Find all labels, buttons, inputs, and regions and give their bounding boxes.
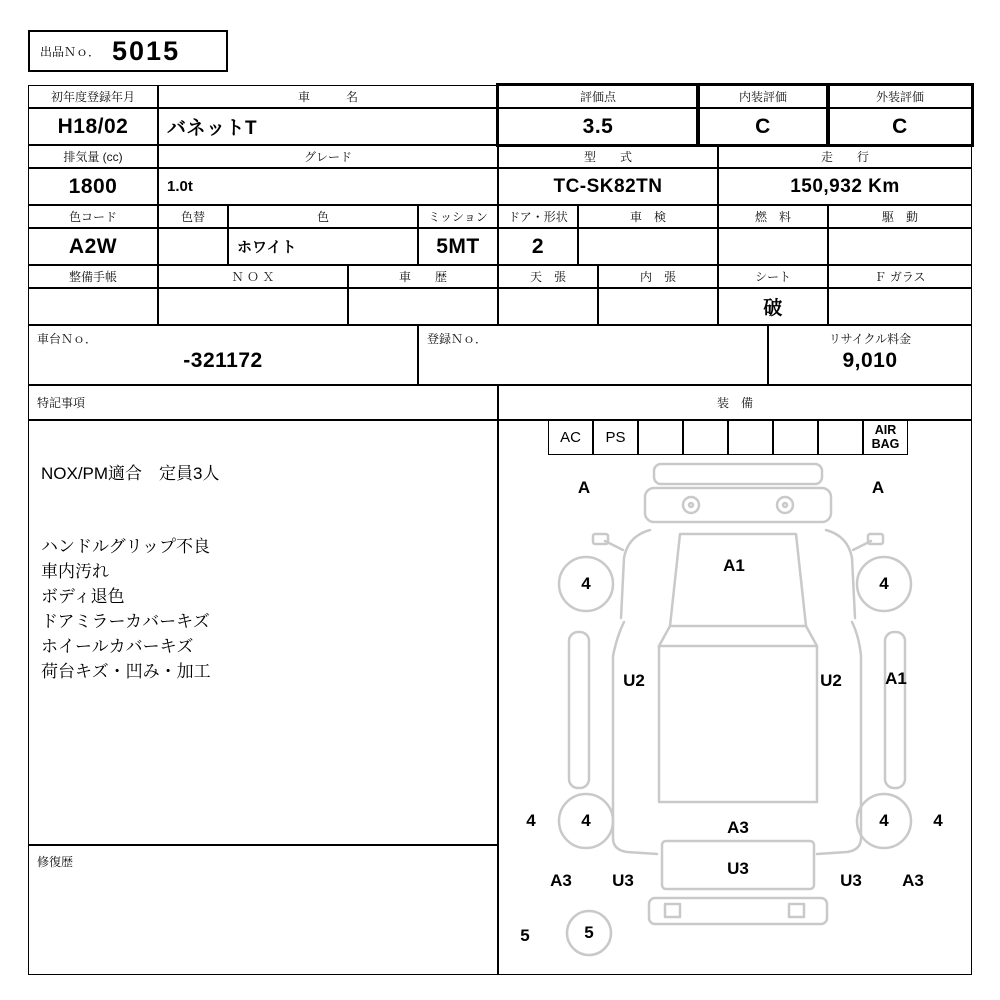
damage-mark: U2 [820,671,842,690]
special-notes-body [28,420,498,845]
repair-history-label: 修復歴 [37,855,74,869]
front-grille-outline [645,488,831,522]
color-value: ホワイト [228,228,418,265]
inspection-header: 車 検 [578,205,718,228]
inspection-value [578,228,718,265]
note-item: 荷台キズ・凹み・加工 [41,662,211,681]
transmission-header: ミッション [418,205,498,228]
displacement-value: 1800 [28,168,158,205]
exterior-grade-header: 外装評価 [828,85,972,108]
color-code-header: 色コード [28,205,158,228]
car-name-value: バネットT [158,108,498,145]
equipment-cell-7 [818,420,863,455]
equipment-cell-airbag [863,420,908,455]
color-code-value: A2W [28,228,158,265]
equipment-cell-6 [773,420,818,455]
damage-mark: A [871,478,885,497]
compliance-note: NOX/PM適合 定員3人 [41,464,220,483]
equipment-header: 装 備 [498,385,972,420]
color-header: 色 [228,205,418,228]
transmission-value: 5MT [418,228,498,265]
interior-grade-value: C [698,108,828,145]
note-item: ドアミラーカバーキズ [41,612,210,631]
fuel-header: 燃 料 [718,205,828,228]
note-item: 車内汚れ [41,562,109,581]
damage-mark: 5 [520,926,530,945]
grade-value: 1.0t [158,168,498,205]
note-item: ハンドルグリップ不良 [41,537,210,556]
recycle-fee-cell [768,325,972,385]
listing-number-box [28,30,228,72]
damage-mark: 5 [584,923,594,942]
note-item: ホイールカバーキズ [41,637,194,656]
damage-mark: A [577,478,591,497]
note-item-list [41,534,211,684]
score-value: 3.5 [498,108,698,145]
car-name-header: 車 名 [158,85,498,108]
damage-mark: A1 [885,669,907,688]
damage-mark: A3 [550,871,572,890]
listing-number-value: 5015 [112,35,181,66]
equipment-cell-ps: PS [593,420,638,455]
model-code-value: TC-SK82TN [498,168,718,205]
first-registration-value: H18/02 [28,108,158,145]
nox-header: Ｎ Ｏ Ｘ [158,265,348,288]
damage-mark: A1 [723,556,745,575]
displacement-header: 排気量 (cc) [28,145,158,168]
special-notes-header: 特記事項 [28,385,498,420]
rear-bumper-outline [649,898,827,924]
damage-mark: 4 [933,811,943,830]
damage-mark: U2 [623,671,645,690]
front-glass-header: Ｆ ガラス [828,265,972,288]
chassis-number-value: -321172 [183,349,263,372]
service-book-value [28,288,158,325]
equipment-cell-5 [728,420,773,455]
cargo-bed-outline [659,646,817,802]
vehicle-top-view-sketch [499,456,972,975]
drive-header: 駆 動 [828,205,972,228]
damage-mark: A3 [902,871,924,890]
doors-header: ドア・形状 [498,205,578,228]
door-trim-header: 内 張 [598,265,718,288]
damage-mark: 4 [879,574,889,593]
seat-header: シート [718,265,828,288]
headliner-header: 天 張 [498,265,598,288]
registration-number-label: 登録Ｎｏ． [427,332,488,346]
damage-mark: 4 [581,811,591,830]
mileage-value: 150,932 Km [718,168,972,205]
damage-mark: 4 [879,811,889,830]
chassis-number-label: 車台Ｎｏ． [37,332,98,346]
windshield-outline [670,534,806,626]
recycle-fee-label: リサイクル料金 [828,332,912,346]
note-item: ボディ退色 [41,587,125,606]
seat-value: 破 [718,288,828,325]
front-glass-value [828,288,972,325]
first-registration-header: 初年度登録年月 [28,85,158,108]
mileage-header: 走 行 [718,145,972,168]
equipment-cell-ac: AC [548,420,593,455]
damage-mark: U3 [612,871,634,890]
doors-value: 2 [498,228,578,265]
color-change-header: 色替 [158,205,228,228]
registration-number-cell [418,325,768,385]
damage-mark: A3 [727,818,749,837]
right-side-rail-outline [885,632,905,788]
model-code-header: 型 式 [498,145,718,168]
recycle-fee-value: 9,010 [842,349,898,372]
equipment-cell-3 [638,420,683,455]
listing-number-label: 出品Ｎｏ． [40,44,101,59]
damage-mark: 4 [581,574,591,593]
score-header: 評価点 [498,85,698,108]
left-side-rail-outline [569,632,589,788]
airbag-label-line1: AIR [874,422,897,437]
door-trim-value [598,288,718,325]
chassis-number-cell [28,325,418,385]
fuel-value [718,228,828,265]
equipment-cell-4 [683,420,728,455]
damage-mark: U3 [840,871,862,890]
service-book-header: 整備手帳 [28,265,158,288]
car-history-header: 車 歴 [348,265,498,288]
damage-mark: U3 [727,859,749,878]
interior-grade-header: 内装評価 [698,85,828,108]
diagram-area [498,420,972,975]
headliner-value [498,288,598,325]
drive-value [828,228,972,265]
airbag-label-line2: BAG [871,436,900,451]
car-history-value [348,288,498,325]
repair-history-cell [28,845,498,975]
nox-value [158,288,348,325]
color-change-value [158,228,228,265]
damage-mark: 4 [526,811,536,830]
exterior-grade-value: C [828,108,972,145]
grade-header: グレード [158,145,498,168]
front-bumper-outline [654,464,822,484]
